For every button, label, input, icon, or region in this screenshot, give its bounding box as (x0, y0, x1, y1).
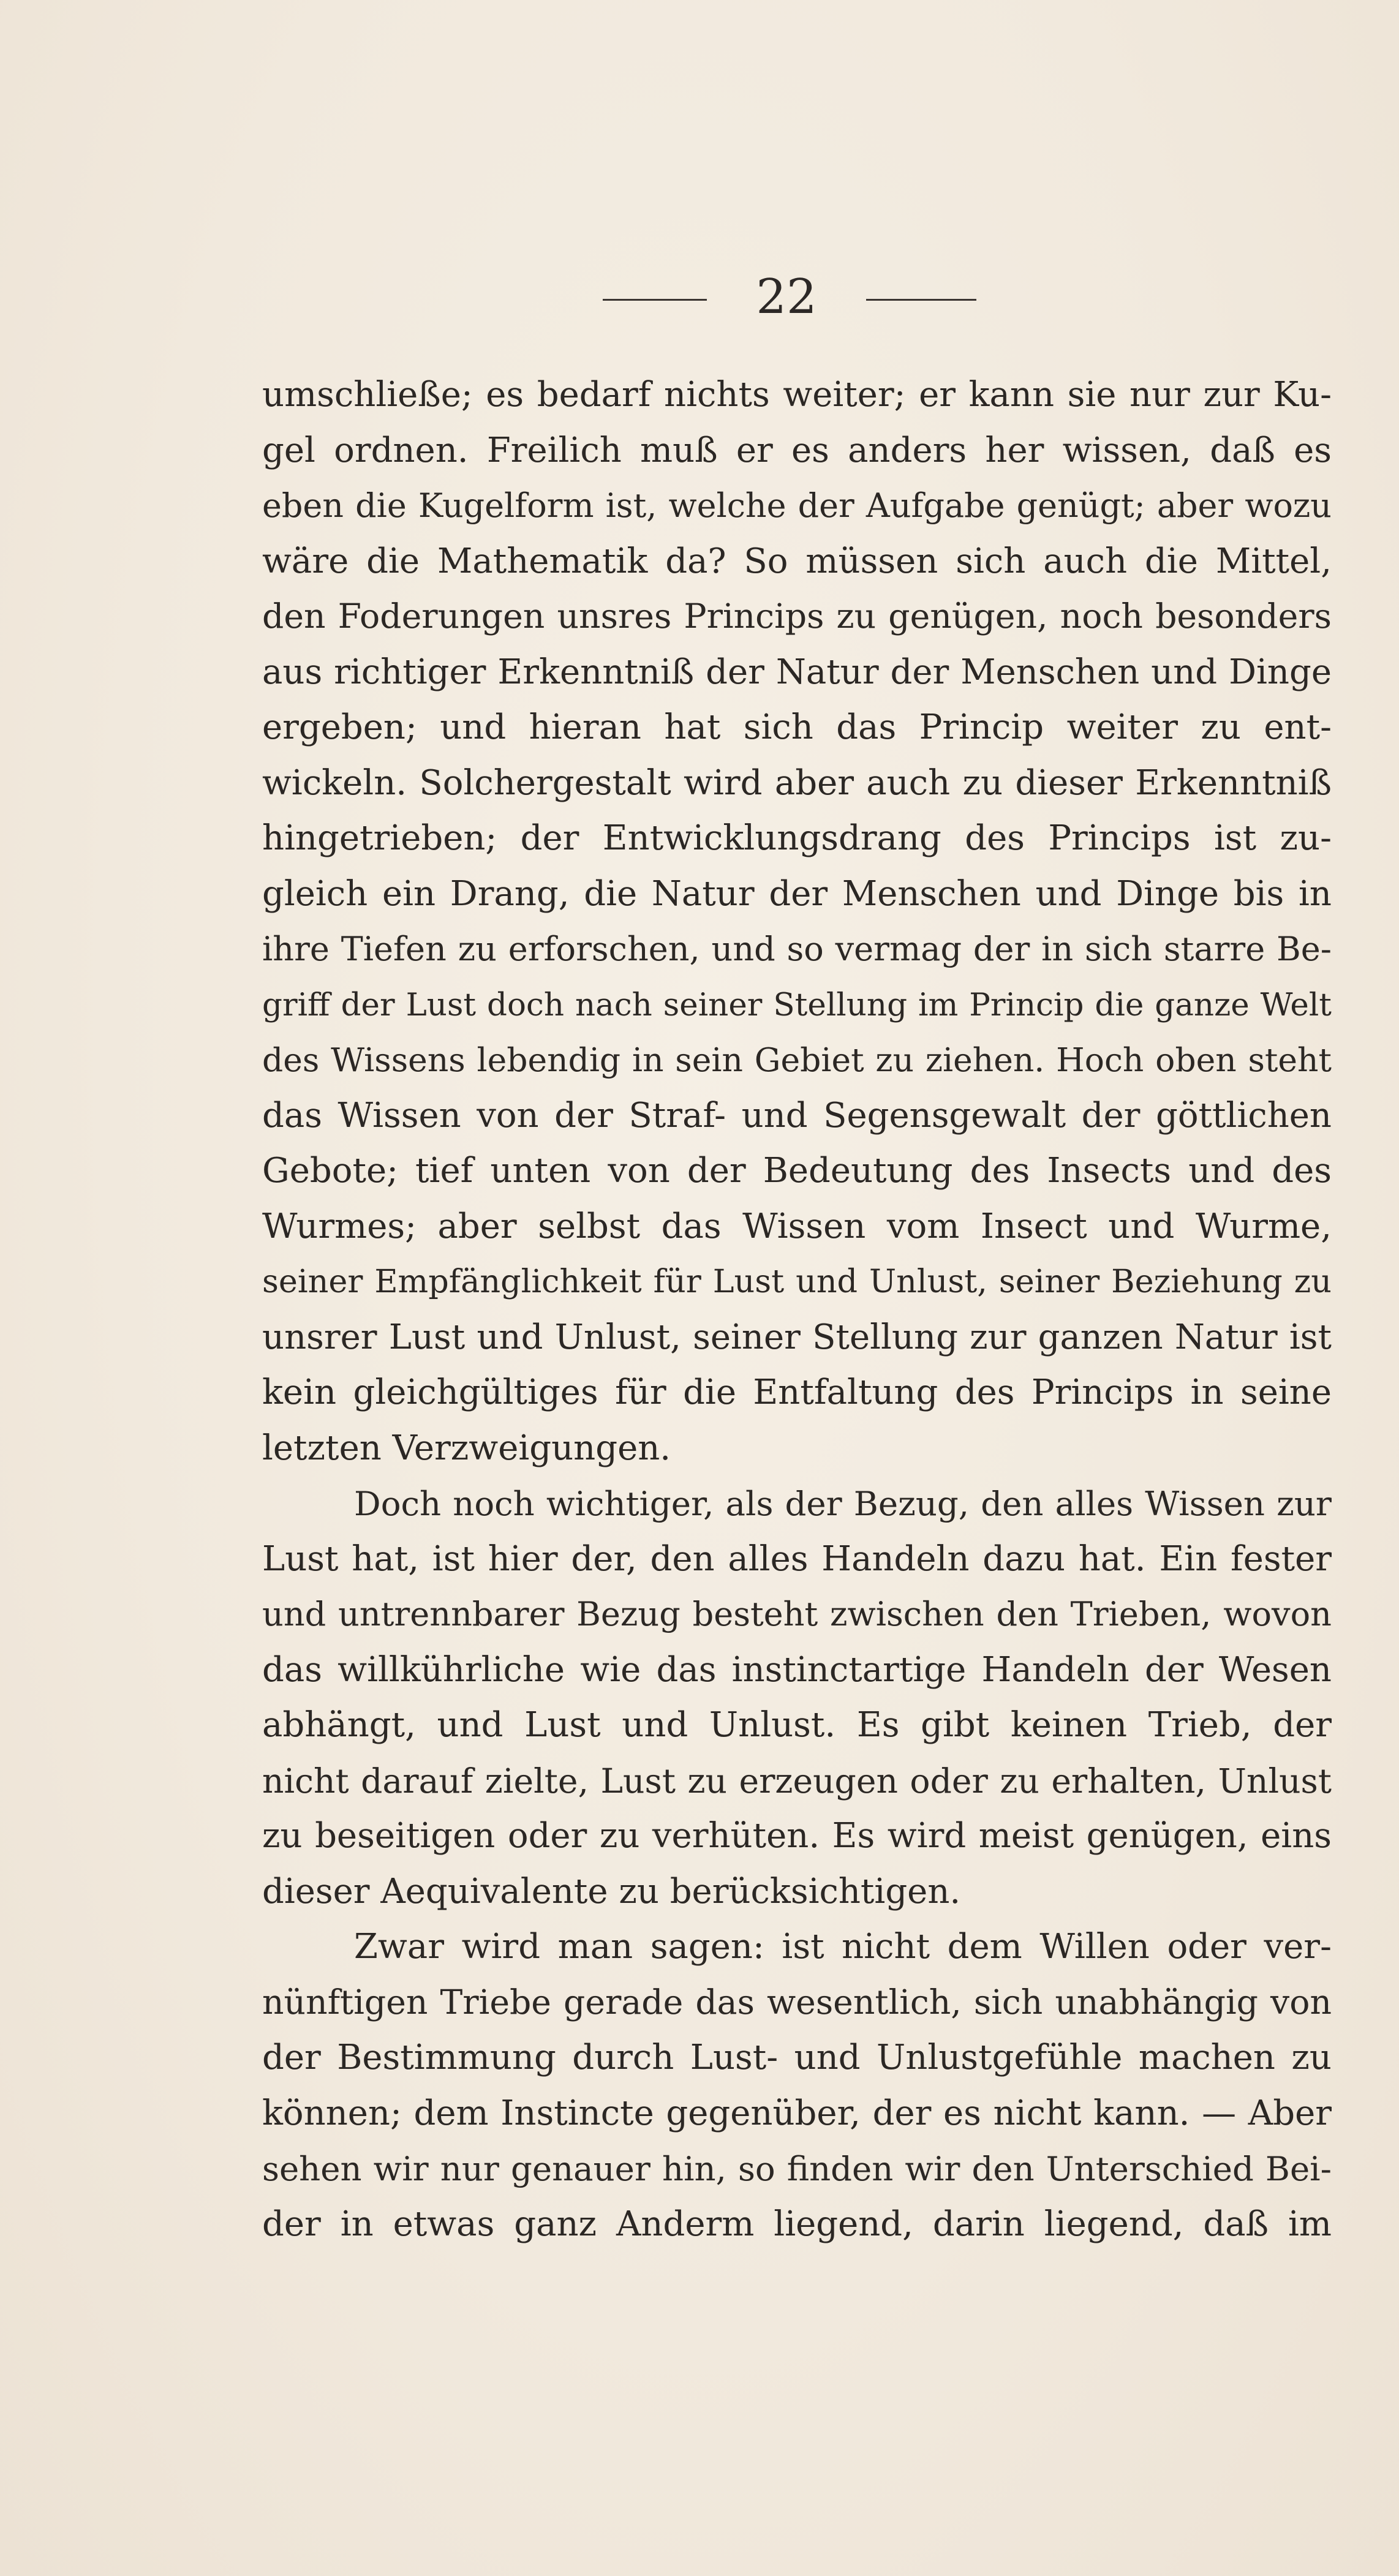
text-line: Doch noch wichtiger, als der Bezug, den alles Wissen zur (354, 1484, 1332, 1523)
text-line: der in etwas ganz Anderm liegend, darin liegend, daß im (262, 2204, 1332, 2244)
text-line: sehen wir nur genauer hin, so finden wir den Unterschied Bei- (262, 2149, 1332, 2188)
text-line: ihre Tiefen zu erforschen, und so vermag der in sich starre Be- (262, 930, 1332, 968)
text-line: wickeln. Solchergestalt wird aber auch zu dieser Erkenntniß (262, 763, 1332, 803)
text-line: nünftigen Triebe gerade das wesentlich, sich unabhängig von (262, 1983, 1332, 2022)
text-line: abhängt, und Lust und Unlust. Es gibt keinen Trieb, der (262, 1705, 1332, 1745)
text-line: eben die Kugelform ist, welche der Aufgabe genügt; aber wozu (262, 486, 1332, 525)
text-line: griff der Lust doch nach seiner Stellung im Princip die ganze Welt (262, 986, 1332, 1023)
text-line: das willkührliche wie das instinctartige Handeln der Wesen (262, 1649, 1332, 1690)
header-rule-right (866, 299, 976, 301)
page-header (0, 269, 1399, 325)
text-line: Gebote; tief unten von der Bedeutung des Insects und des (262, 1151, 1332, 1191)
text-line: den Foderungen unsres Princips zu genügen, noch besonders (262, 597, 1332, 636)
body-text (262, 367, 1332, 2252)
text-line: ergeben; und hieran hat sich das Princip weiter zu ent- (262, 707, 1332, 747)
text-line: nicht darauf zielte, Lust zu erzeugen oder zu erhalten, Unlust (262, 1761, 1332, 1801)
text-line: Lust hat, ist hier der, den alles Handeln dazu hat. Ein fester (262, 1538, 1332, 1579)
page-number: 22 (756, 269, 817, 325)
text-line: des Wissens lebendig in sein Gebiet zu ziehen. Hoch oben steht (262, 1041, 1332, 1079)
header-rule-left (603, 299, 707, 301)
text-line: Wurmes; aber selbst das Wissen vom Insect und Wurme, (262, 1206, 1332, 1246)
text-line: wäre die Mathematik da? So müssen sich auch die Mittel, (262, 541, 1332, 581)
text-line: letzten Verzweigungen. (262, 1428, 671, 1468)
text-line: aus richtiger Erkenntniß der Natur der Menschen und Dinge (262, 652, 1332, 692)
text-line: und untrennbarer Bezug besteht zwischen den Trieben, wovon (262, 1595, 1332, 1633)
text-line: unsrer Lust und Unlust, seiner Stellung zur ganzen Natur ist (262, 1317, 1332, 1357)
text-line: gleich ein Drang, die Natur der Menschen und Dinge bis in (262, 873, 1332, 914)
text-line: kein gleichgültiges für die Entfaltung des Princips in seine (262, 1373, 1332, 1412)
text-line: können; dem Instincte gegenüber, der es nicht kann. — Aber (262, 2093, 1332, 2133)
text-line: das Wissen von der Straf- und Segensgewalt der göttlichen (262, 1095, 1332, 1135)
text-line: zu beseitigen oder zu verhüten. Es wird meist genügen, eins (262, 1816, 1332, 1856)
text-line: umschließe; es bedarf nichts weiter; er kann sie nur zur Ku- (262, 375, 1332, 415)
text-line: der Bestimmung durch Lust- und Unlustgefühle machen zu (262, 2038, 1332, 2077)
text-line: gel ordnen. Freilich muß er es anders her wissen, daß es (262, 430, 1332, 470)
text-line: hingetrieben; der Entwicklungsdrang des Princips ist zu- (262, 818, 1332, 858)
text-line: seiner Empfänglichkeit für Lust und Unlust, seiner Beziehung zu (262, 1263, 1332, 1300)
text-line: Zwar wird man sagen: ist nicht dem Willen oder ver- (354, 1927, 1332, 1967)
text-line: dieser Aequivalente zu berücksichtigen. (262, 1871, 961, 1911)
